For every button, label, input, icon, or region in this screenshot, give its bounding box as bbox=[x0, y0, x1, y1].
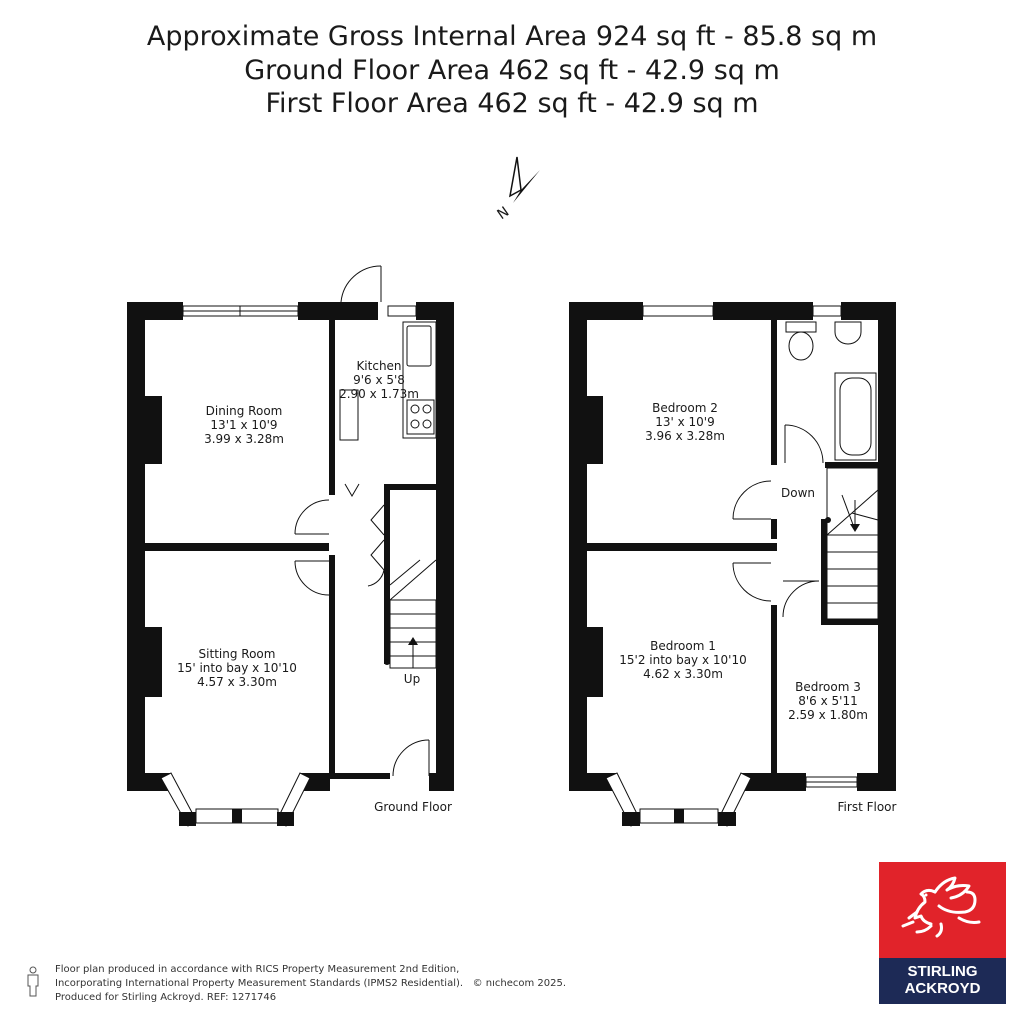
kitchen-metric: 2.90 x 1.73m bbox=[339, 387, 419, 401]
bedroom-3-name: Bedroom 3 bbox=[795, 680, 861, 694]
bedroom-3-metric: 2.59 x 1.80m bbox=[788, 708, 868, 722]
sitting-room-imperial: 15' into bay x 10'10 bbox=[177, 661, 297, 675]
bedroom-2-imperial: 13' x 10'9 bbox=[655, 415, 715, 429]
ground-floor-area-heading: Ground Floor Area 462 sq ft - 42.9 sq m bbox=[244, 55, 780, 86]
footer-line-2 bbox=[55, 977, 566, 991]
brand-logo-red-panel bbox=[879, 862, 1006, 958]
stairs-down-label: Down bbox=[780, 486, 816, 500]
footer-line-3: Produced for Stirling Ackroyd. REF: 1271746 bbox=[55, 992, 277, 1003]
first-floor-area-heading: First Floor Area 462 sq ft - 42.9 sq m bbox=[265, 88, 759, 119]
first-floor-title: First Floor bbox=[837, 800, 897, 814]
copyright-text: © nıchecom 2025. bbox=[472, 978, 567, 989]
dining-room-name: Dining Room bbox=[205, 404, 283, 418]
bedroom-2-metric: 3.96 x 3.28m bbox=[645, 429, 725, 443]
brand-name-line-1: STIRLING bbox=[907, 963, 978, 980]
brand-logo-navy-panel bbox=[879, 958, 1006, 1004]
kitchen-imperial: 9'6 x 5'8 bbox=[353, 373, 405, 387]
sitting-room-name: Sitting Room bbox=[198, 647, 276, 661]
compass-label: N bbox=[494, 203, 513, 224]
brand-logo bbox=[879, 862, 1006, 1004]
stairs-up-label: Up bbox=[403, 672, 421, 686]
bedroom-1-name: Bedroom 1 bbox=[650, 639, 716, 653]
person-scale-icon bbox=[24, 966, 42, 998]
bedroom-3-imperial: 8'6 x 5'11 bbox=[798, 694, 858, 708]
dining-room-metric: 3.99 x 3.28m bbox=[204, 432, 284, 446]
dining-room-imperial: 13'1 x 10'9 bbox=[210, 418, 278, 432]
gross-area-heading: Approximate Gross Internal Area 924 sq ft - 85.8 sq m bbox=[146, 21, 878, 52]
ground-floor-title: Ground Floor bbox=[374, 800, 452, 814]
footer-line-1: Floor plan produced in accordance with RICS Property Measurement 2nd Edition, bbox=[55, 964, 460, 975]
footer-line-2-text: Incorporating International Property Measurement Standards (IPMS2 Residential). bbox=[55, 978, 464, 989]
griffin-logo-icon bbox=[879, 862, 1006, 958]
bedroom-2-name: Bedroom 2 bbox=[652, 401, 718, 415]
footer-notes bbox=[55, 963, 566, 1005]
first-floor-plan bbox=[569, 302, 897, 826]
north-arrow-icon bbox=[494, 157, 540, 223]
bedroom-1-metric: 4.62 x 3.30m bbox=[643, 667, 723, 681]
kitchen-name: Kitchen bbox=[356, 359, 402, 373]
bedroom-1-imperial: 15'2 into bay x 10'10 bbox=[619, 653, 747, 667]
sitting-room-metric: 4.57 x 3.30m bbox=[197, 675, 277, 689]
brand-name-line-2: ACKROYD bbox=[904, 980, 981, 997]
ground-floor-plan bbox=[127, 266, 454, 826]
